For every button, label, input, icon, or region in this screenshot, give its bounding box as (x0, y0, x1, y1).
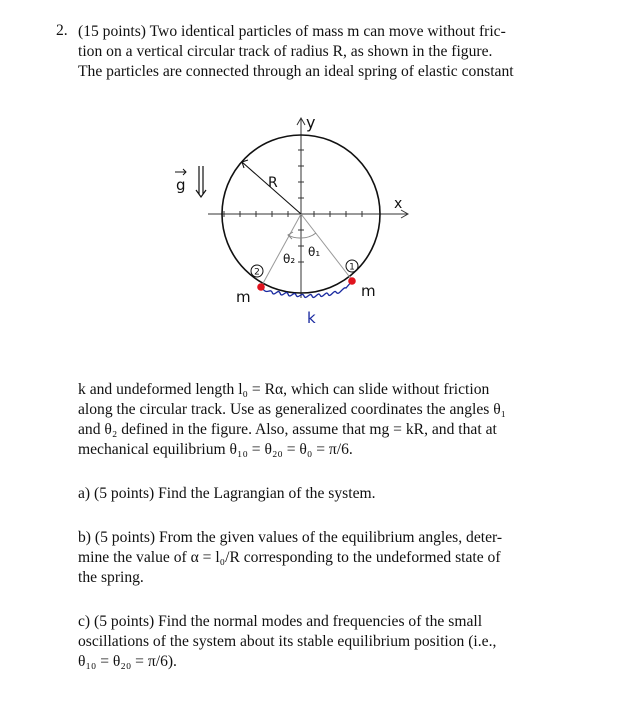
intro-line-1: (15 points) Two identical particles of mass m can move without fric- (78, 23, 506, 40)
theta1-label: θ₁ (308, 245, 321, 259)
para-line-1: k and undeformed length l₀ = Rα, which can slide without friction (78, 381, 490, 398)
para-line-4: mechanical equilibrium θ₁₀ = θ₂₀ = θ₀ = π/6. (78, 441, 353, 458)
part-b-line-2: mine the value of α = l₀/R corresponding to the undeformed state of (78, 549, 501, 566)
radius-label: R (268, 175, 278, 191)
intro-line-3: The particles are connected through an ideal spring of elastic constant (78, 63, 514, 80)
para-line-2: along the circular track. Use as generalized coordinates the angles θ₁ (78, 401, 507, 418)
particle-1-number: 1 (349, 262, 355, 273)
line-to-particle-2 (261, 214, 301, 287)
x-axis-label: x (394, 196, 403, 212)
theta1-arc (301, 233, 316, 238)
spring-constant-label: k (307, 309, 316, 327)
part-c-line-3: θ₁₀ = θ₂₀ = π/6). (78, 653, 177, 670)
mass-left-label: m (236, 288, 251, 306)
para-line-3: and θ₂ defined in the figure. Also, assume that mg = kR, and that at (78, 421, 497, 438)
part-b-line-1: b) (5 points) From the given values of the equilibrium angles, deter- (78, 529, 503, 546)
theta2-label: θ₂ (283, 252, 296, 266)
part-c-line-1: c) (5 points) Find the normal modes and frequencies of the small (78, 613, 483, 630)
particle-2 (257, 283, 265, 291)
part-c-line-2: oscillations of the system about its stable equilibrium position (i.e., (78, 633, 497, 650)
axis-ticks (224, 150, 362, 262)
part-b-line-3: the spring. (78, 569, 144, 586)
part-a: a) (5 points) Find the Lagrangian of the system. (78, 485, 376, 502)
gravity-label: g (176, 176, 186, 194)
problem-number: 2. (56, 22, 68, 39)
particle-2-number: 2 (254, 267, 260, 278)
theta2-arc-arrowhead (288, 232, 293, 239)
particle-1 (348, 277, 356, 285)
intro-line-2: tion on a vertical circular track of radius R, as shown in the figure. (78, 43, 493, 60)
y-axis-label: y (306, 113, 316, 132)
gravity-arrow-head (196, 190, 206, 197)
mass-right-label: m (361, 282, 376, 300)
